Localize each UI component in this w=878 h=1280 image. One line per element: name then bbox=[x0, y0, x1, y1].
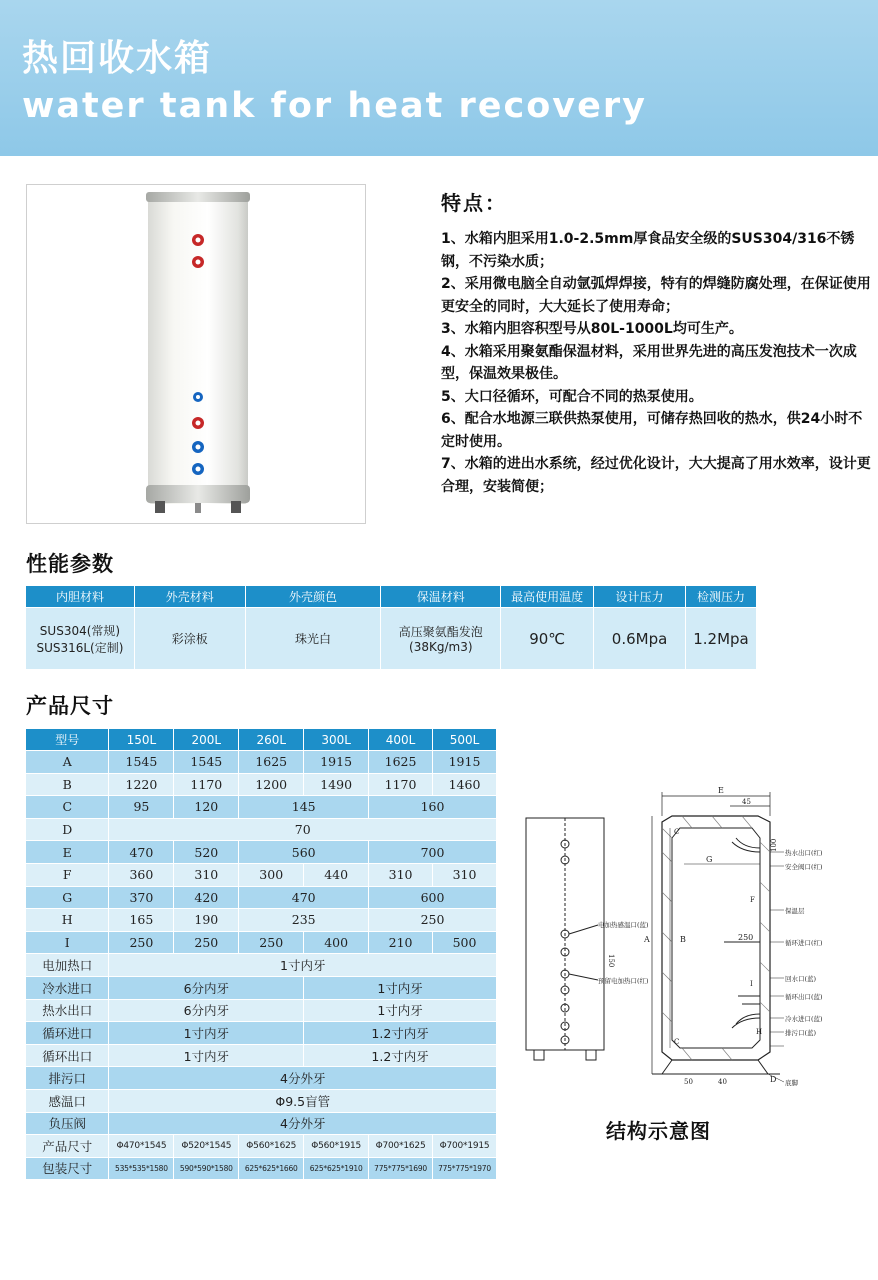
table-row bbox=[26, 818, 497, 841]
table-cell: 625*625*1660 bbox=[239, 1157, 304, 1180]
table-cell: 1寸内牙 bbox=[304, 976, 497, 999]
table-cell: 1寸内牙 bbox=[109, 1022, 304, 1045]
feature-item: 6、配合水地源三联供热泵使用，可储存热回收的热水，供24小时不定时使用。 bbox=[441, 411, 863, 450]
table-cell: 360 bbox=[109, 863, 174, 886]
table-cell: 包装尺寸 bbox=[26, 1157, 109, 1180]
table-cell: 420 bbox=[174, 886, 239, 909]
feature-item: 2、采用微电脑全自动氩弧焊焊接，特有的焊缝防腐处理，在保证使用更安全的同时，大大延长了使用寿命； bbox=[441, 276, 871, 315]
table-cell: Φ560*1915 bbox=[304, 1135, 369, 1158]
table-cell: 1170 bbox=[369, 773, 433, 796]
insulation-1: 高压聚氨酯发泡 bbox=[398, 625, 483, 639]
title-en: water tank for heat recovery bbox=[22, 86, 647, 126]
table-row bbox=[26, 796, 497, 819]
table-cell: 775*775*1970 bbox=[433, 1157, 497, 1180]
diagram-caption: 结构示意图 bbox=[606, 1119, 711, 1143]
table-cell: 520 bbox=[174, 841, 239, 864]
table-cell: 热水出口 bbox=[26, 999, 109, 1022]
table-header: 外壳颜色 bbox=[245, 586, 381, 608]
insulation-2: (38Kg/m3) bbox=[409, 640, 473, 654]
diagram-label-hot-out: 热水出口(红) bbox=[785, 849, 823, 857]
diagram-label-f: F bbox=[750, 896, 755, 904]
table-cell: Φ470*1545 bbox=[109, 1135, 174, 1158]
table-row bbox=[26, 976, 497, 999]
table-row bbox=[26, 608, 757, 670]
table-cell: 535*535*1580 bbox=[109, 1157, 174, 1180]
table-cell: 1545 bbox=[174, 751, 239, 774]
table-cell: 循环进口 bbox=[26, 1022, 109, 1045]
table-cell: E bbox=[26, 841, 109, 864]
features-list bbox=[441, 228, 871, 498]
table-cell: 1170 bbox=[174, 773, 239, 796]
table-cell: 120 bbox=[174, 796, 239, 819]
diagram-label-sensor: 电加热感温口(蓝) bbox=[598, 921, 649, 929]
table-cell: 1寸内牙 bbox=[304, 999, 497, 1022]
diagram-label-d: D bbox=[770, 1075, 777, 1084]
table-row bbox=[26, 1112, 497, 1135]
table-row bbox=[26, 773, 497, 796]
table-cell: 235 bbox=[239, 909, 369, 932]
diagram-label-c-top: C bbox=[674, 828, 680, 836]
table-cell: 250 bbox=[369, 909, 497, 932]
table-cell: G bbox=[26, 886, 109, 909]
diagram-label-250: 250 bbox=[738, 933, 754, 942]
diagram-label-g: G bbox=[706, 855, 713, 864]
table-cell: Φ700*1915 bbox=[433, 1135, 497, 1158]
table-header: 260L bbox=[239, 729, 304, 751]
table-cell: 190 bbox=[174, 909, 239, 932]
feature-item: 5、大口径循环，可配合不同的热泵使用。 bbox=[441, 388, 703, 405]
diagram-label-return: 回水口(蓝) bbox=[785, 975, 817, 983]
table-cell: 6分内牙 bbox=[109, 999, 304, 1022]
table-cell: 625*625*1910 bbox=[304, 1157, 369, 1180]
table-cell: 165 bbox=[109, 909, 174, 932]
table-cell: 1460 bbox=[433, 773, 497, 796]
table-cell: 775*775*1690 bbox=[369, 1157, 433, 1180]
water-tank-illustration bbox=[27, 185, 365, 523]
table-cell: 1200 bbox=[239, 773, 304, 796]
feature-item: 3、水箱内胆容积型号从80L-1000L均可生产。 bbox=[441, 321, 743, 337]
table-cell: 产品尺寸 bbox=[26, 1135, 109, 1158]
table-cell: Φ560*1625 bbox=[239, 1135, 304, 1158]
table-cell: 1.2Mpa bbox=[686, 608, 757, 670]
table-cell: 1545 bbox=[109, 751, 174, 774]
diagram-label-c-bottom: C bbox=[674, 1038, 680, 1046]
table-row bbox=[26, 1067, 497, 1090]
diagram-label-safety: 安全阀口(红) bbox=[785, 863, 823, 871]
inner-material-1: SUS304(常规) bbox=[39, 623, 121, 638]
table-cell: 4分外牙 bbox=[109, 1067, 497, 1090]
table-cell: 1625 bbox=[239, 751, 304, 774]
table-cell: 95 bbox=[109, 796, 174, 819]
table-cell: 310 bbox=[369, 863, 433, 886]
table-header: 保温材料 bbox=[381, 586, 501, 608]
table-cell: 1.2寸内牙 bbox=[304, 1022, 497, 1045]
table-cell: D bbox=[26, 818, 109, 841]
table-row bbox=[26, 863, 497, 886]
table-cell: 500 bbox=[433, 931, 497, 954]
table-cell: I bbox=[26, 931, 109, 954]
table-cell: A bbox=[26, 751, 109, 774]
performance-table bbox=[25, 585, 757, 670]
table-cell: C bbox=[26, 796, 109, 819]
table-cell: 1490 bbox=[304, 773, 369, 796]
diagram-label-drain: 排污口(蓝) bbox=[785, 1029, 817, 1037]
table-header: 检测压力 bbox=[686, 586, 757, 608]
table-cell: 560 bbox=[239, 841, 369, 864]
table-cell: 1220 bbox=[109, 773, 174, 796]
table-cell bbox=[381, 608, 501, 670]
table-cell: B bbox=[26, 773, 109, 796]
structure-diagram-svg bbox=[512, 782, 844, 1102]
table-row bbox=[26, 841, 497, 864]
table-cell: 250 bbox=[174, 931, 239, 954]
table-header: 500L bbox=[433, 729, 497, 751]
feature-item: 7、水箱的进出水系统，经过优化设计，大大提高了用水效率，设计更合理，安装简便； bbox=[441, 456, 871, 495]
table-row bbox=[26, 1044, 497, 1067]
diagram-label-i: I bbox=[750, 980, 753, 988]
table-cell: 590*590*1580 bbox=[174, 1157, 239, 1180]
table-cell: 145 bbox=[239, 796, 369, 819]
diagram-label-insulation: 保温层 bbox=[785, 907, 805, 915]
diagram-label-e: E bbox=[718, 786, 724, 795]
table-cell: 400 bbox=[304, 931, 369, 954]
inner-material-2: SUS316L(定制) bbox=[36, 640, 124, 655]
table-cell: 310 bbox=[174, 863, 239, 886]
table-cell bbox=[26, 608, 135, 670]
table-header: 400L bbox=[369, 729, 433, 751]
table-cell: F bbox=[26, 863, 109, 886]
table-cell: 循环出口 bbox=[26, 1044, 109, 1067]
table-cell: 310 bbox=[433, 863, 497, 886]
table-cell: Φ520*1545 bbox=[174, 1135, 239, 1158]
table-header-row bbox=[26, 729, 497, 751]
table-row bbox=[26, 1135, 497, 1158]
diagram-label-50: 50 bbox=[684, 1078, 693, 1086]
diagram-label-base: 底脚 bbox=[785, 1079, 798, 1087]
diagram-label-45: 45 bbox=[742, 798, 751, 806]
table-header: 设计压力 bbox=[594, 586, 686, 608]
table-cell: 1寸内牙 bbox=[109, 954, 497, 977]
diagram-label-h: H bbox=[756, 1028, 763, 1036]
table-row bbox=[26, 751, 497, 774]
table-cell: Φ9.5盲管 bbox=[109, 1089, 497, 1112]
table-row bbox=[26, 954, 497, 977]
table-row bbox=[26, 909, 497, 932]
table-cell: 0.6Mpa bbox=[594, 608, 686, 670]
diagram-label-150: 150 bbox=[607, 954, 615, 968]
table-cell: 600 bbox=[369, 886, 497, 909]
feature-item: 1、水箱内胆采用1.0-2.5mm厚食品安全级的SUS304/316不锈钢，不污染水质； bbox=[441, 231, 855, 270]
table-row bbox=[26, 1089, 497, 1112]
feature-item: 4、水箱采用聚氨酯保温材料，采用世界先进的高压发泡技术一次成型，保温效果极佳。 bbox=[441, 343, 857, 382]
diagram-label-a: A bbox=[644, 935, 650, 944]
table-cell: 冷水进口 bbox=[26, 976, 109, 999]
title-cn: 热回收水箱 bbox=[22, 38, 213, 79]
structure-diagram bbox=[512, 782, 844, 1102]
table-header: 200L bbox=[174, 729, 239, 751]
table-header: 型号 bbox=[26, 729, 109, 751]
table-cell: 珠光白 bbox=[245, 608, 381, 670]
diagram-label-circ-in: 循环进口(红) bbox=[785, 939, 823, 947]
table-cell: 70 bbox=[109, 818, 497, 841]
diagram-label-cold-in: 冷水进口(蓝) bbox=[785, 1015, 823, 1023]
table-header: 150L bbox=[109, 729, 174, 751]
table-cell: 440 bbox=[304, 863, 369, 886]
table-cell: 700 bbox=[369, 841, 497, 864]
diagram-label-heater: 预留电加热口(红) bbox=[598, 977, 649, 985]
table-cell: 470 bbox=[239, 886, 369, 909]
table-cell: 电加热口 bbox=[26, 954, 109, 977]
table-cell: 210 bbox=[369, 931, 433, 954]
table-cell: 排污口 bbox=[26, 1067, 109, 1090]
table-row bbox=[26, 931, 497, 954]
table-row bbox=[26, 1157, 497, 1180]
table-cell: 300 bbox=[239, 863, 304, 886]
table-cell: H bbox=[26, 909, 109, 932]
table-cell: 1915 bbox=[433, 751, 497, 774]
table-cell: 1.2寸内牙 bbox=[304, 1044, 497, 1067]
diagram-label-circ-out: 循环出口(蓝) bbox=[785, 993, 823, 1001]
table-header-row bbox=[26, 586, 757, 608]
header-banner bbox=[0, 0, 878, 156]
table-cell: 90℃ bbox=[501, 608, 594, 670]
table-row bbox=[26, 1022, 497, 1045]
performance-title: 性能参数 bbox=[26, 552, 114, 576]
table-cell: 470 bbox=[109, 841, 174, 864]
product-photo bbox=[26, 184, 366, 524]
diagram-label-40: 40 bbox=[718, 1078, 727, 1086]
features-title: 特点： bbox=[441, 191, 507, 215]
table-cell: 1625 bbox=[369, 751, 433, 774]
table-row bbox=[26, 999, 497, 1022]
diagram-label-100: 100 bbox=[770, 838, 778, 852]
table-cell: 1915 bbox=[304, 751, 369, 774]
table-cell: 彩涂板 bbox=[134, 608, 245, 670]
table-cell: 负压阀 bbox=[26, 1112, 109, 1135]
table-header: 内胆材料 bbox=[26, 586, 135, 608]
diagram-label-b: B bbox=[680, 935, 686, 944]
table-cell: 160 bbox=[369, 796, 497, 819]
table-cell: 感温口 bbox=[26, 1089, 109, 1112]
table-header: 最高使用温度 bbox=[501, 586, 594, 608]
dimensions-title: 产品尺寸 bbox=[26, 694, 114, 718]
table-cell: 1寸内牙 bbox=[109, 1044, 304, 1067]
table-cell: 6分内牙 bbox=[109, 976, 304, 999]
table-row bbox=[26, 886, 497, 909]
table-header: 外壳材料 bbox=[134, 586, 245, 608]
table-cell: 250 bbox=[239, 931, 304, 954]
table-cell: 4分外牙 bbox=[109, 1112, 497, 1135]
table-cell: Φ700*1625 bbox=[369, 1135, 433, 1158]
table-cell: 250 bbox=[109, 931, 174, 954]
dimensions-table bbox=[25, 728, 497, 1180]
table-cell: 370 bbox=[109, 886, 174, 909]
table-header: 300L bbox=[304, 729, 369, 751]
